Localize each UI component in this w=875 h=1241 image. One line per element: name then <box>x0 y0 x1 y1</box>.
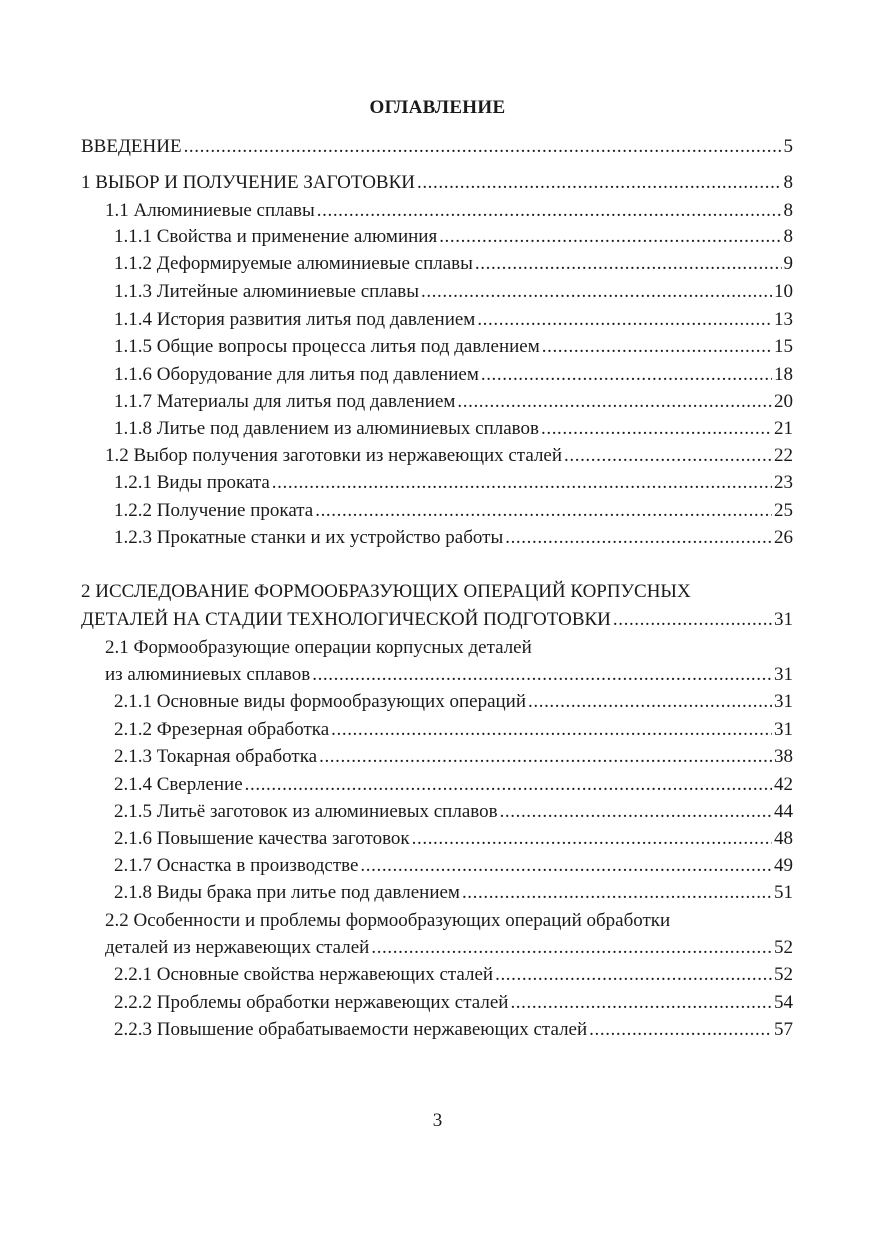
dot-leader <box>315 497 772 524</box>
toc-entry-label: ДЕТАЛЕЙ НА СТАДИИ ТЕХНОЛОГИЧЕСКОЙ ПОДГОТОВКИ <box>81 609 611 630</box>
toc-entry-label: 1.2.1 Виды проката <box>114 472 270 493</box>
toc-entry-label: 2.2.1 Основные свойства нержавеющих сталей <box>114 964 494 985</box>
dot-leader <box>564 442 772 469</box>
dot-leader <box>312 661 772 688</box>
toc-entry-label: 2.1.7 Оснастка в производстве <box>114 855 359 876</box>
dot-leader <box>245 771 772 798</box>
toc-entry-label: 1.1.8 Литье под давлением из алюминиевых сплавов <box>114 418 539 439</box>
toc-entry-page: 48 <box>774 828 793 849</box>
toc-entry-page: 23 <box>774 472 793 493</box>
toc-entry[interactable] <box>114 716 793 743</box>
toc-entry-page: 8 <box>783 172 793 193</box>
page-title: ОГЛАВЛЕНИЕ <box>369 97 506 118</box>
toc-entry-label: из алюминиевых сплавов <box>105 664 311 685</box>
toc-entry[interactable] <box>114 361 793 388</box>
dot-leader <box>528 688 772 715</box>
toc-entry-label: 1.1.7 Материалы для литья под давлением <box>114 391 456 412</box>
toc-entry[interactable] <box>114 771 793 798</box>
dot-leader <box>541 415 772 442</box>
toc-entry-label: 1.2 Выбор получения заготовки из нержавеющих сталей <box>105 445 563 466</box>
toc-heading-line: 2.2 Особенности и проблемы формообразующих операций обработки <box>105 910 671 931</box>
toc-entry-page: 5 <box>783 136 793 157</box>
toc-entry-page: 8 <box>783 200 793 221</box>
toc-entry[interactable] <box>105 661 793 688</box>
toc-entry-page: 31 <box>774 664 793 685</box>
dot-leader <box>421 278 772 305</box>
toc-heading-line: 2 ИССЛЕДОВАНИЕ ФОРМООБРАЗУЮЩИХ ОПЕРАЦИЙ КОРПУСНЫХ <box>81 581 691 602</box>
dot-leader <box>475 250 782 277</box>
toc-entry-label: 2.1.1 Основные виды формообразующих операций <box>114 691 527 712</box>
toc-entry-label: деталей из нержавеющих сталей <box>105 937 370 958</box>
dot-leader <box>371 934 772 961</box>
toc-entry-page: 57 <box>774 1019 793 1040</box>
dot-leader <box>500 798 772 825</box>
toc-entry-label: ВВЕДЕНИЕ <box>81 136 182 157</box>
toc-entry-page: 31 <box>774 691 793 712</box>
toc-entry-label: 1.1.6 Оборудование для литья под давлением <box>114 364 479 385</box>
toc-entry-page: 22 <box>774 445 793 466</box>
toc-entry[interactable] <box>114 223 793 250</box>
toc-entry[interactable] <box>81 169 793 196</box>
toc-entry-page: 15 <box>774 336 793 357</box>
toc-entry[interactable] <box>81 606 793 633</box>
dot-leader <box>319 743 772 770</box>
dot-leader <box>542 333 772 360</box>
toc-entry-page: 38 <box>774 746 793 767</box>
toc-entry[interactable] <box>114 1016 793 1043</box>
toc-entry[interactable] <box>105 197 793 224</box>
dot-leader <box>510 989 772 1016</box>
toc-entry-page: 31 <box>774 719 793 740</box>
toc-entry-label: 2.1.8 Виды брака при литье под давлением <box>114 882 460 903</box>
toc-entry[interactable] <box>105 934 793 961</box>
toc-entry[interactable] <box>105 442 793 469</box>
toc-entry-label: 1.1 Алюминиевые сплавы <box>105 200 315 221</box>
toc-entry[interactable] <box>114 989 793 1016</box>
toc-entry[interactable] <box>114 688 793 715</box>
toc-entry-page: 49 <box>774 855 793 876</box>
toc-entry[interactable] <box>114 852 793 879</box>
toc-heading-line: 2.1 Формообразующие операции корпусных деталей <box>105 637 532 658</box>
dot-leader <box>317 197 782 224</box>
toc-entry-label: 2.1.3 Токарная обработка <box>114 746 318 767</box>
toc-entry-page: 9 <box>783 253 793 274</box>
dot-leader <box>417 169 782 196</box>
toc-entry-page: 52 <box>774 964 793 985</box>
toc-entry-label: 2.2.2 Проблемы обработки нержавеющих сталей <box>114 992 509 1013</box>
toc-entry-page: 20 <box>774 391 793 412</box>
toc-entry[interactable] <box>114 497 793 524</box>
dot-leader <box>613 606 772 633</box>
dot-leader <box>495 961 772 988</box>
toc-entry-label: 2.1.6 Повышение качества заготовок <box>114 828 410 849</box>
dot-leader <box>481 361 772 388</box>
toc-entry[interactable] <box>114 278 793 305</box>
toc-entry[interactable] <box>114 961 793 988</box>
toc-entry[interactable] <box>114 415 793 442</box>
toc-entry-label: 2.1.2 Фрезерная обработка <box>114 719 330 740</box>
toc-entry-page: 18 <box>774 364 793 385</box>
dot-leader <box>331 716 772 743</box>
dot-leader <box>457 388 772 415</box>
toc-entry[interactable] <box>114 306 793 333</box>
toc-entry[interactable] <box>114 798 793 825</box>
page-number: 3 <box>432 1110 443 1131</box>
toc-entry-page: 51 <box>774 882 793 903</box>
toc-entry-page: 52 <box>774 937 793 958</box>
dot-leader <box>184 133 782 160</box>
toc-entry-page: 54 <box>774 992 793 1013</box>
toc-entry-label: 1.1.5 Общие вопросы процесса литья под давлением <box>114 336 540 357</box>
toc-entry[interactable] <box>81 133 793 160</box>
toc-entry-label: 2.1.4 Сверление <box>114 774 243 795</box>
toc-entry-label: 1.1.4 История развития литья под давлением <box>114 309 476 330</box>
dot-leader <box>505 524 772 551</box>
toc-entry[interactable] <box>114 333 793 360</box>
toc-entry[interactable] <box>114 250 793 277</box>
toc-entry-label: 1 ВЫБОР И ПОЛУЧЕНИЕ ЗАГОТОВКИ <box>81 172 415 193</box>
toc-entry-label: 1.2.2 Получение проката <box>114 500 314 521</box>
toc-entry-label: 1.2.3 Прокатные станки и их устройство работы <box>114 527 504 548</box>
toc-entry[interactable] <box>114 524 793 551</box>
dot-leader <box>412 825 772 852</box>
dot-leader <box>439 223 781 250</box>
toc-entry[interactable] <box>114 743 793 770</box>
toc-entry-page: 13 <box>774 309 793 330</box>
toc-entry[interactable] <box>114 825 793 852</box>
toc-entry-label: 1.1.2 Деформируемые алюминиевые сплавы <box>114 253 473 274</box>
toc-entry[interactable] <box>114 879 793 906</box>
toc-entry-page: 8 <box>783 226 793 247</box>
toc-entry-label: 1.1.1 Свойства и применение алюминия <box>114 226 438 247</box>
toc-entry-page: 25 <box>774 500 793 521</box>
toc-entry-page: 42 <box>774 774 793 795</box>
dot-leader <box>477 306 772 333</box>
toc-entry[interactable] <box>114 469 793 496</box>
dot-leader <box>360 852 772 879</box>
toc-entry-page: 26 <box>774 527 793 548</box>
dot-leader <box>272 469 772 496</box>
toc-entry-page: 21 <box>774 418 793 439</box>
toc-entry-label: 2.2.3 Повышение обрабатываемости нержавеющих сталей <box>114 1019 588 1040</box>
toc-entry-page: 10 <box>774 281 793 302</box>
dot-leader <box>462 879 772 906</box>
toc-entry[interactable] <box>114 388 793 415</box>
toc-entry-label: 1.1.3 Литейные алюминиевые сплавы <box>114 281 419 302</box>
toc-entry-label: 2.1.5 Литьё заготовок из алюминиевых сплавов <box>114 801 498 822</box>
dot-leader <box>589 1016 772 1043</box>
toc-entry-page: 31 <box>774 609 793 630</box>
toc-entry-page: 44 <box>774 801 793 822</box>
